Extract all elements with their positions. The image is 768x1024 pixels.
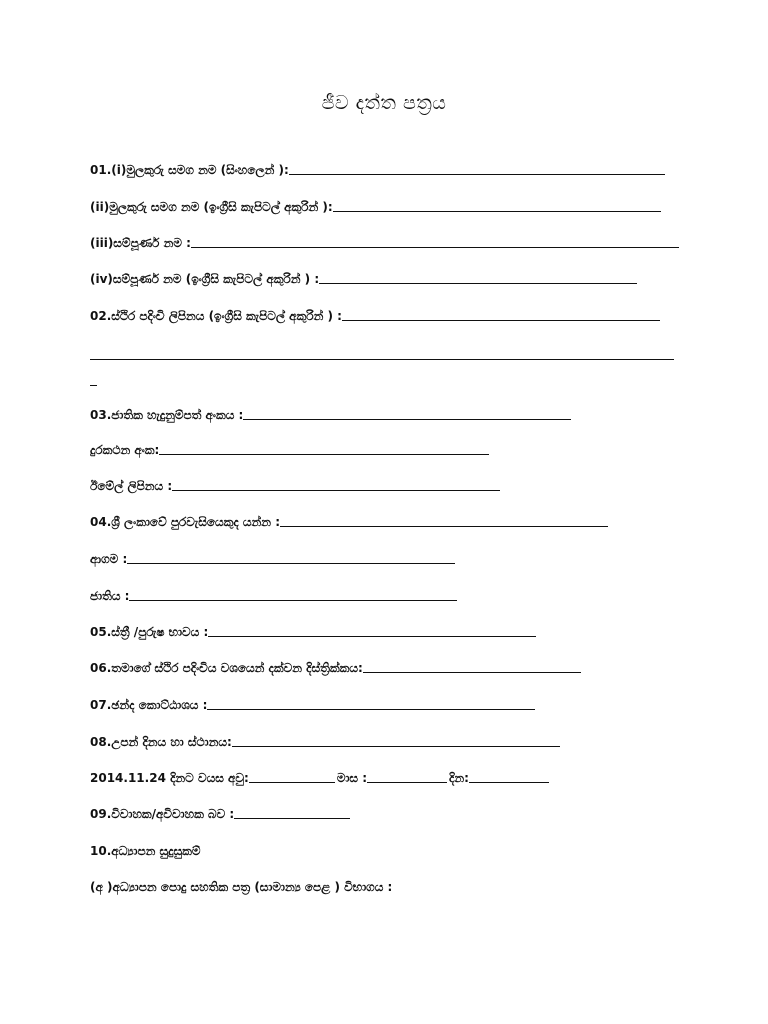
blank-line[interactable] [243,418,571,420]
field-citizenship [90,510,608,532]
field-marital-status [90,802,350,824]
blank-line[interactable] [333,210,661,212]
blank-line[interactable] [342,319,660,321]
field-label: 04.ශ්‍රී ලංකාවේ පුරවැසියෙකුද යන්න : [90,515,281,529]
blank-line[interactable] [234,817,350,819]
blank-line[interactable] [172,489,500,491]
age-days-blank[interactable] [469,781,549,783]
blank-line[interactable] [280,525,608,527]
blank-line[interactable] [289,173,665,175]
field-gender [90,620,536,642]
field-full-name-english [90,267,637,289]
field-label: 03.ජාතික හැදුනුම්පත් අංකය : [90,408,244,422]
age-days-label: දින: [449,771,469,785]
field-label: ජාතිය : [90,589,130,603]
blank-line[interactable] [208,635,536,637]
blank-line[interactable] [127,562,455,564]
field-district [90,656,581,678]
field-label: දුරකථන අංක: [90,443,160,457]
section-education-qualifications [90,839,200,861]
blank-line[interactable] [232,745,560,747]
section-label: 10.අධ්‍යාපන සුදුසුකම් [90,844,201,858]
field-label: ආගම : [90,552,128,566]
field-label: ඊමේල් ලිපිනය : [90,479,173,493]
field-label: (අ )අධ්‍යාපන පොදු සහතික පත්‍ර (සාමාන්‍ය පෙළ ) විභාගය : [90,880,393,894]
address-continuation-dash [90,384,97,386]
field-electorate [90,693,535,715]
field-label: 01.(i)මුලකුරු සමග නම (සිංහලෙන් ): [90,163,289,177]
blank-line[interactable] [159,453,489,455]
address-continuation-line[interactable] [90,358,674,360]
field-name-initials-sinhala [90,158,665,180]
field-label: 08.උපන් දිනය හා ස්ථානය: [90,735,232,749]
field-name-initials-english [90,195,661,217]
blank-line[interactable] [363,671,581,673]
field-label: (ii)මුලකුරු සමග නම (ඉංග්‍රීසි කැපිටල් අකුරින් ): [90,200,333,214]
field-label: 02.ස්ථිර පදිංචි ලිපිනය (ඉංග්‍රීසි කැපිටල් අකුරින් ) : [90,309,342,323]
field-label: (iii)සම්පූර්ණ නම : [90,236,191,250]
field-phone-number [90,438,489,460]
blank-line[interactable] [191,246,679,248]
field-ol-exam [90,875,392,897]
blank-line[interactable] [319,282,637,284]
field-label: 06.තමාගේ ස්ථිර පදිංචිය වශයෙන් දක්වන දිස්ත්‍රික්කය: [90,661,363,675]
age-years-blank[interactable] [249,781,335,783]
field-label: 09.විවාහක/අවිවාහක බව : [90,807,235,821]
field-label: 05.ස්ත්‍රී /පුරුෂ භාවය : [90,625,209,639]
blank-line[interactable] [207,708,535,710]
field-label: (iv)සම්පූර්ණ නම (ඉංග්‍රීසි කැපිටල් අකුරින් ) : [90,272,320,286]
field-race [90,584,457,606]
field-permanent-address [90,304,660,326]
field-age [90,766,549,788]
field-birth-date-place [90,730,560,752]
field-email [90,474,500,496]
blank-line[interactable] [129,599,457,601]
page-title: ජීව දත්ත පත්‍රය [321,92,447,114]
field-label: 2014.11.24 දිනට වයස අවු: [90,771,249,785]
age-months-blank[interactable] [367,781,447,783]
field-religion [90,547,455,569]
age-months-label: මාස : [336,771,368,785]
field-full-name [90,231,679,253]
field-nic-number [90,403,571,425]
field-label: 07.ඡන්ද කොට්ඨාශය : [90,698,208,712]
